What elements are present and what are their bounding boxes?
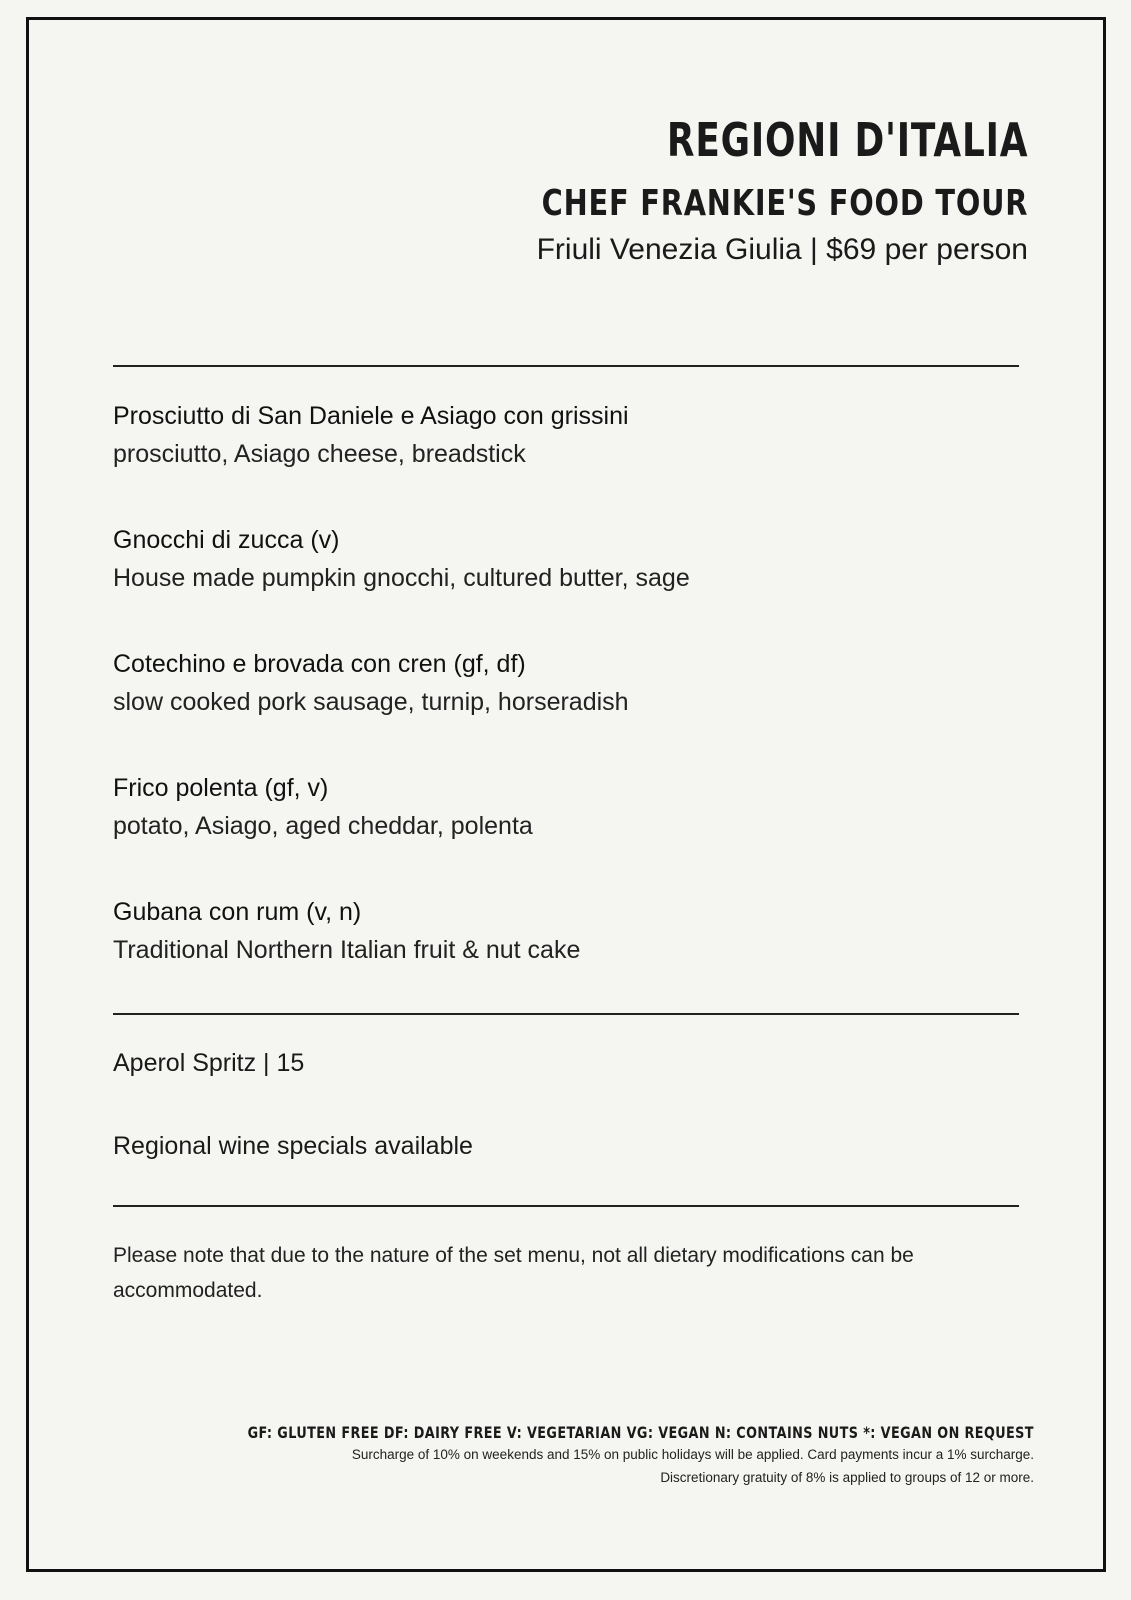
dish-description: slow cooked pork sausage, turnip, horseradish	[113, 688, 629, 716]
menu-footer	[51, 1423, 1034, 1489]
dish-item	[113, 769, 1013, 893]
dish-description: House made pumpkin gnocchi, cultured butter, sage	[113, 564, 690, 592]
dish-name: Gubana con rum (v, n)	[113, 898, 362, 926]
dish-description: Traditional Northern Italian fruit & nut cake	[113, 936, 581, 964]
dish-item	[113, 645, 1013, 769]
drinks-section	[113, 1044, 473, 1165]
menu-subtitle: CHEF FRANKIE'S FOOD TOUR	[541, 183, 1028, 224]
menu-tagline: Friuli Venezia Giulia | $69 per person	[536, 233, 1028, 266]
drink-wine-specials: Regional wine specials available	[113, 1132, 473, 1160]
dish-item	[113, 397, 1013, 521]
dish-item	[113, 893, 1013, 1017]
dish-name: Cotechino e brovada con cren (gf, df)	[113, 650, 526, 678]
dish-name: Frico polenta (gf, v)	[113, 774, 329, 802]
divider	[113, 1013, 1019, 1015]
menu-title: REGIONI D'ITALIA	[666, 113, 1028, 167]
dietary-legend: GF: GLUTEN FREE DF: DAIRY FREE V: VEGETARIAN VG: VEGAN N: CONTAINS NUTS *: VEGAN ON REQUEST	[247, 1423, 1034, 1442]
drink-spritz: Aperol Spritz | 15	[113, 1049, 305, 1077]
dish-list	[113, 397, 1013, 1017]
menu-header	[420, 112, 1028, 270]
divider	[113, 1205, 1019, 1207]
dish-name: Gnocchi di zucca (v)	[113, 526, 340, 554]
divider	[113, 365, 1019, 367]
dish-item	[113, 521, 1013, 645]
gratuity-note: Discretionary gratuity of 8% is applied to groups of 12 or more.	[660, 1470, 1034, 1485]
dietary-note: Please note that due to the nature of the set menu, not all dietary modifications can be accommodated.	[113, 1244, 914, 1302]
dish-name: Prosciutto di San Daniele e Asiago con grissini	[113, 402, 629, 430]
dish-description: prosciutto, Asiago cheese, breadstick	[113, 440, 526, 468]
dish-description: potato, Asiago, aged cheddar, polenta	[113, 812, 533, 840]
surcharge-note: Surcharge of 10% on weekends and 15% on public holidays will be applied. Card payments incur a 1% surcharge.	[351, 1447, 1034, 1462]
